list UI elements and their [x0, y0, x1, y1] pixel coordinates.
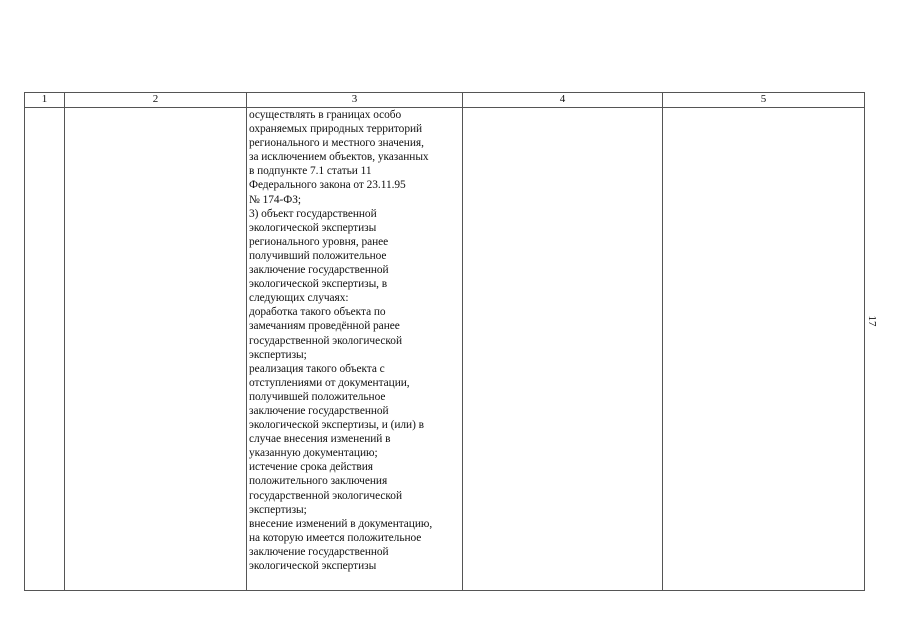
column-header-2: 2: [65, 93, 247, 108]
document-table: [24, 92, 865, 591]
cell-col-1: [25, 108, 65, 591]
text-line: экспертизы;: [249, 348, 307, 361]
text-line: регионального уровня, ранее: [249, 235, 389, 248]
text-line: получившей положительное: [249, 390, 386, 403]
page-number: 17: [866, 315, 878, 327]
text-line: доработка такого объекта по: [249, 306, 386, 319]
text-line: заключение государственной: [249, 545, 389, 558]
column-header-4: 4: [463, 93, 663, 108]
text-line: экологической экспертизы: [249, 221, 377, 234]
text-line: экологической экспертизы: [249, 560, 377, 572]
text-line: № 174-ФЗ;: [249, 193, 302, 206]
cell-col-3: [247, 108, 463, 591]
text-line: 3) объект государственной: [249, 207, 377, 220]
cell-col-4: [463, 108, 663, 591]
text-line: осуществлять в границах особо: [249, 109, 402, 121]
text-line: указанную документацию;: [249, 447, 378, 460]
text-line: замечаниям проведённой ранее: [249, 320, 400, 333]
column-header-3: 3: [247, 93, 463, 108]
column-header-1: 1: [25, 93, 65, 108]
text-line: государственной экологической: [249, 489, 402, 502]
text-line: внесение изменений в документацию,: [249, 517, 433, 530]
text-line: за исключением объектов, указанных: [249, 151, 429, 164]
text-line: экспертизы;: [249, 503, 307, 516]
text-line: в подпункте 7.1 статьи 11: [249, 165, 372, 178]
text-line: на которую имеется положительное: [249, 531, 422, 544]
cell-col-5: [663, 108, 865, 591]
text-line: экологической экспертизы, в: [249, 278, 388, 291]
text-line: заключение государственной: [249, 264, 389, 277]
text-line: государственной экологической: [249, 334, 402, 347]
header-row: [25, 93, 865, 108]
text-line: истечение срока действия: [249, 461, 373, 474]
text-line: Федерального закона от 23.11.95: [249, 179, 406, 192]
text-line: реализация такого объекта с: [249, 362, 385, 375]
cell-col-2: [65, 108, 247, 591]
cell-col-3-text: [247, 108, 462, 573]
text-line: положительного заключения: [249, 475, 388, 488]
text-line: экологической экспертизы, и (или) в: [249, 419, 424, 432]
column-header-5: 5: [663, 93, 865, 108]
table-row: [25, 108, 865, 591]
text-line: случае внесения изменений в: [249, 433, 391, 446]
text-line: охраняемых природных территорий: [249, 123, 423, 136]
text-line: следующих случаях:: [249, 292, 349, 305]
text-line: получивший положительное: [249, 249, 387, 262]
text-line: отступлениями от документации,: [249, 376, 410, 389]
text-line: регионального и местного значения,: [249, 137, 424, 150]
text-line: заключение государственной: [249, 404, 389, 417]
